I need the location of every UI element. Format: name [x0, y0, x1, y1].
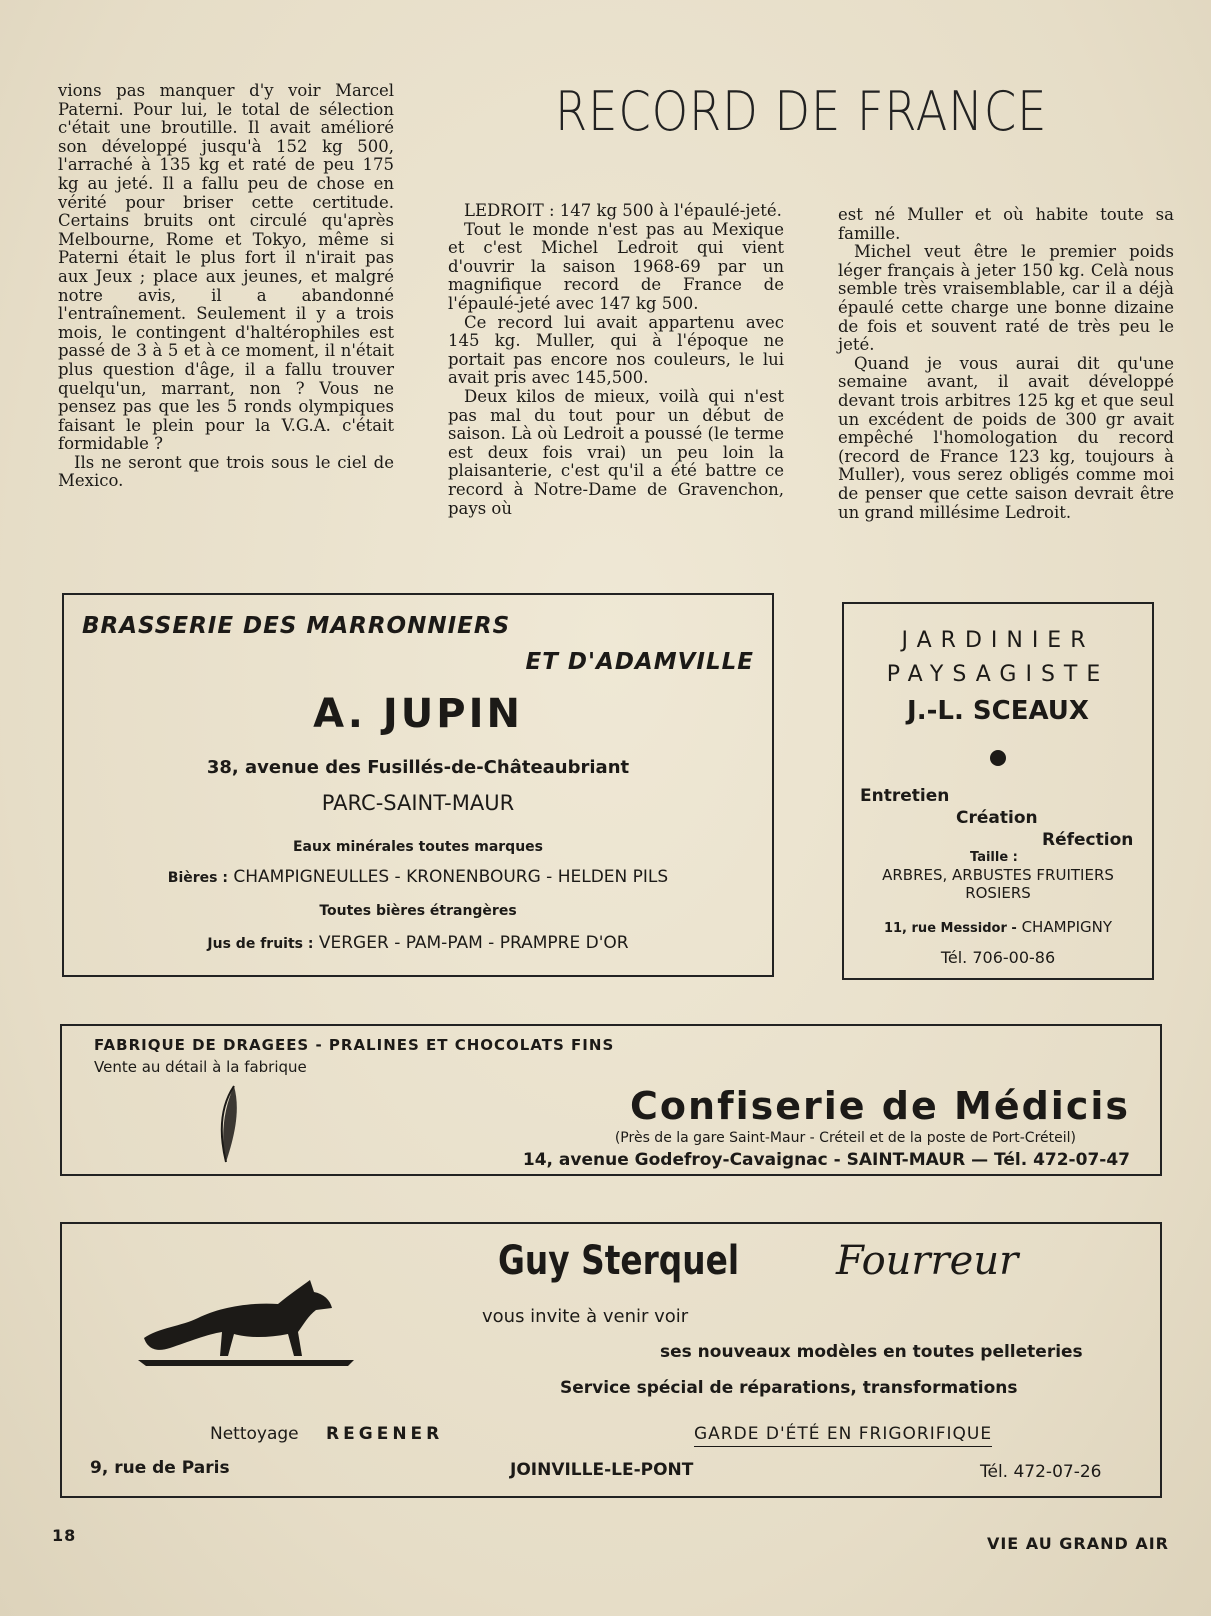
fourreur-name: Guy Sterquel	[498, 1238, 740, 1284]
jardinier-refection: Réfection	[1042, 830, 1134, 850]
brasserie-name-1: BRASSERIE DES MARRONNIERS	[82, 613, 511, 639]
article-title: RECORD DE FRANCE	[555, 80, 1048, 143]
jardinier-street: 11, rue Messidor -	[883, 921, 1017, 936]
col3-paragraph: Quand je vous aurai dit qu'une semaine avant, il avait développé devant trois arbitres 125 kg et que seul un excédent de poids de 300 gr avait empêché l'homologation du record (record de France 123 kg, toujours à Muller), vous serez obligés comme moi de penser que cette saison devrait être un grand millésime Ledroit.	[838, 353, 1174, 522]
brasserie-bieres	[64, 867, 772, 887]
confiserie-vente: Vente au détail à la fabrique	[94, 1058, 307, 1076]
brasserie-address: 38, avenue des Fusillés-de-Châteaubriant	[206, 757, 630, 778]
brasserie-city: PARC-SAINT-MAUR	[321, 791, 515, 815]
jardinier-address	[844, 918, 1152, 936]
fourreur-town: JOINVILLE-LE-PONT	[510, 1460, 694, 1480]
confiserie-near: (Près de la gare Saint-Maur - Créteil et de la poste de Port-Créteil)	[614, 1130, 1076, 1146]
col3-paragraph: est né Muller et où habite toute sa famille.	[838, 205, 1174, 243]
feather-icon	[214, 1084, 244, 1164]
fourreur-phone: Tél. 472-07-26	[980, 1462, 1102, 1482]
confiserie-header: FABRIQUE DE DRAGEES - PRALINES ET CHOCOLATS FINS	[94, 1036, 615, 1054]
jardinier-town: CHAMPIGNY	[1021, 918, 1113, 936]
bullet-icon	[990, 750, 1006, 766]
fourreur-garde: GARDE D'ÉTÉ EN FRIGORIFIQUE	[694, 1424, 992, 1447]
magazine-name: VIE AU GRAND AIR	[986, 1534, 1169, 1553]
col3-paragraph: Michel veut être le premier poids léger français à jeter 150 kg. Celà nous semble très vraisemblable, car il a déjà épaulé cette charge une bonne dizaine de fois et souvent raté de très peu le jeté.	[838, 242, 1174, 355]
jardinier-name: J.-L. SCEAUX	[907, 696, 1089, 726]
ad-jardinier	[842, 602, 1154, 980]
jardinier-line2: PAYSAGISTE	[886, 662, 1110, 687]
jardinier-taille: Taille :	[970, 850, 1018, 865]
col2-paragraph: Tout le monde n'est pas au Mexique et c'est Michel Ledroit qui vient d'ouvrir la saison 1968-69 par un magnifique record de France de l'épaulé-jeté avec 147 kg 500.	[448, 219, 784, 313]
col1-paragraph: vions pas manquer d'y voir Marcel Paterni. Pour lui, le total de sélection c'était une broutille. Il avait amélioré son développé jusqu'à 152 kg 500, l'arraché à 135 kg et raté de peu 175 kg au jeté. Il a fallu peu de chose en vérité pour briser cette certitude. Certains bruits ont circulé qu'après Melbourne, Rome et Tokyo, même si Paterni était le plus fort il n'irait pas aux Jeux ; place aux jeunes, et malgré notre avis, il a abandonné l'entraînement. Seulement il y a trois mois, le contingent d'haltérophiles est passé de 3 à 5 et à ce moment, il n'était plus question d'âge, il a fallu trouver quelqu'un, marrant, non ? Vous ne pensez pas que les 5 ronds olympiques faisant le plein pour la V.G.A. c'était formidable ?	[58, 81, 394, 454]
confiserie-address: 14, avenue Godefroy-Cavaignac - SAINT-MAUR — Tél. 472-07-47	[522, 1150, 1130, 1170]
jardinier-creation: Création	[956, 808, 1038, 828]
col2-paragraph: LEDROIT : 147 kg 500 à l'épaulé-jeté.	[464, 201, 782, 220]
ad-fourreur	[60, 1222, 1162, 1498]
jardinier-entretien: Entretien	[860, 786, 950, 806]
page-number: 18	[52, 1526, 77, 1545]
bieres-label: Bières :	[167, 870, 228, 886]
ad-confiserie	[60, 1024, 1162, 1176]
jardinier-phone: Tél. 706-00-86	[940, 948, 1056, 967]
brasserie-owner: A. JUPIN	[313, 691, 523, 737]
fourreur-street: 9, rue de Paris	[90, 1458, 230, 1478]
fourreur-trade: Fourreur	[836, 1238, 1019, 1284]
col1-paragraph: Ils ne seront que trois sous le ciel de Mexico.	[58, 452, 394, 491]
brasserie-etrangeres: Toutes bières étrangères	[319, 903, 517, 919]
jus-list: VERGER - PAM-PAM - PRAMPRE D'OR	[318, 933, 629, 953]
confiserie-name: Confiserie de Médicis	[630, 1084, 1130, 1128]
fourreur-nettoyage	[210, 1424, 443, 1444]
fourreur-invite: vous invite à venir voir	[482, 1306, 689, 1327]
col2-paragraph: Ce record lui avait appartenu avec 145 kg. Muller, qui à l'époque ne portait pas encore nos couleurs, le lui avait pris avec 145,500.	[448, 312, 784, 388]
nettoyage-name: REGENER	[326, 1424, 444, 1444]
bieres-list: CHAMPIGNEULLES - KRONENBOURG - HELDEN PILS	[233, 867, 669, 887]
fox-icon	[138, 1272, 354, 1368]
fourreur-modeles: ses nouveaux modèles en toutes pelleteries	[660, 1342, 1083, 1362]
jus-label: Jus de fruits :	[207, 936, 314, 952]
jardinier-rosiers: ROSIERS	[965, 884, 1031, 902]
ad-brasserie	[62, 593, 774, 977]
brasserie-jus	[64, 933, 772, 953]
brasserie-name-2: ET D'ADAMVILLE	[525, 649, 754, 675]
article-column-1	[58, 82, 394, 491]
brasserie-eaux: Eaux minérales toutes marques	[292, 839, 543, 855]
article-column-2	[448, 202, 784, 518]
nettoyage-label: Nettoyage	[210, 1424, 299, 1444]
jardinier-line1: JARDINIER	[901, 628, 1095, 653]
col2-paragraph: Deux kilos de mieux, voilà qui n'est pas mal du tout pour un début de saison. Là où Ledroit a poussé (le terme est deux fois vrai) un peu loin la plaisanterie, c'est qu'il a été battre ce record à Notre-Dame de Gravenchon, pays où	[448, 386, 784, 518]
article-column-3	[838, 206, 1174, 522]
jardinier-arbres: ARBRES, ARBUSTES FRUITIERS	[882, 866, 1114, 884]
fourreur-service: Service spécial de réparations, transformations	[560, 1378, 1018, 1398]
